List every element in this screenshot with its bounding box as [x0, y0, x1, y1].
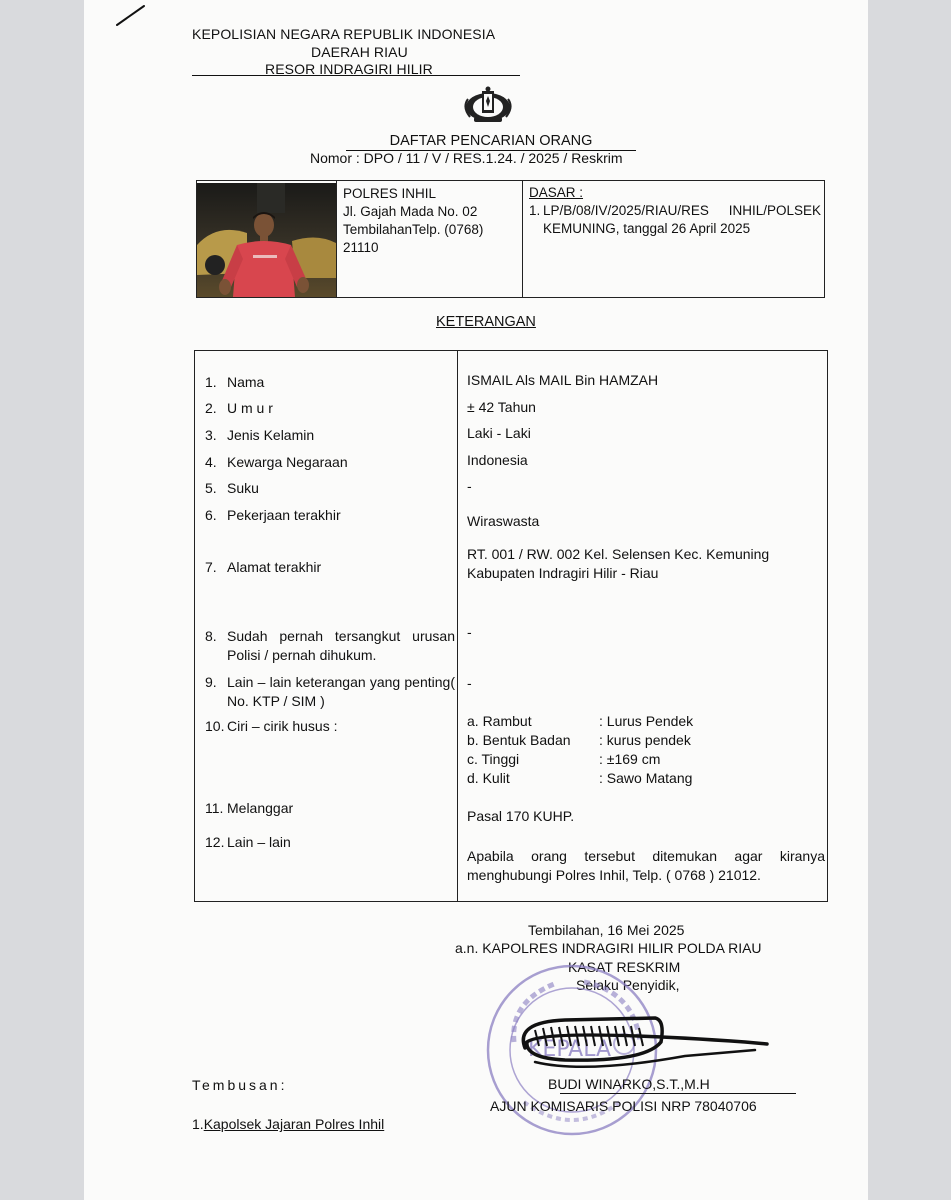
tembusan-label: Tembusan:: [192, 1077, 288, 1093]
field-value-suku: -: [467, 478, 472, 494]
ciri-list: [467, 712, 825, 788]
suspect-photo: [197, 183, 336, 297]
info-box: [196, 180, 825, 298]
field-value-riwayat: -: [467, 624, 472, 640]
field-value-nama: ISMAIL Als MAIL Bin HAMZAH: [467, 372, 659, 388]
field-name: Lain – lain: [227, 834, 291, 850]
field-number: 1.: [205, 374, 217, 390]
tembusan-item-text: Kapolsek Jajaran Polres Inhil: [203, 1116, 385, 1132]
ciri-item: [467, 731, 825, 750]
field-name: U m u r: [227, 400, 273, 416]
signer-rank: AJUN KOMISARIS POLISI NRP 78040706: [490, 1098, 757, 1114]
signer-name: BUDI WINARKO,S.T.,M.H: [548, 1076, 710, 1092]
ciri-value: : ±169 cm: [599, 751, 661, 767]
field-name: Alamat terakhir: [227, 559, 322, 575]
field-label: [205, 627, 455, 665]
field-value-keterangan-lain: -: [467, 675, 472, 691]
field-name: Nama: [227, 374, 265, 390]
field-label: [205, 506, 455, 525]
dasar-text: LP/B/08/IV/2025/RIAU/RES INHIL/POLSEK KEMUNING, tanggal 26 April 2025: [543, 203, 821, 236]
dasar-section: [529, 184, 821, 238]
tembusan-item-number: 1.: [192, 1116, 204, 1132]
pen-mark: [116, 4, 146, 28]
field-label: [205, 673, 455, 711]
tembusan-item: [192, 1116, 384, 1132]
field-number: 8.: [205, 628, 217, 644]
field-value-jenis-kelamin: Laki - Laki: [467, 425, 531, 441]
ciri-value: : kurus pendek: [599, 732, 691, 748]
field-name: Pekerjaan terakhir: [227, 507, 341, 523]
polres-street: Jl. Gajah Mada No. 02: [343, 204, 478, 219]
field-name: Suku: [227, 480, 259, 496]
field-label: [205, 453, 455, 472]
ciri-item: [467, 769, 825, 788]
dasar-number: 1.: [529, 203, 541, 218]
field-number: 7.: [205, 559, 217, 575]
sign-place-date: Tembilahan, 16 Mei 2025: [528, 922, 685, 938]
field-number: 2.: [205, 400, 217, 416]
field-number: 3.: [205, 427, 217, 443]
field-number: 5.: [205, 480, 217, 496]
field-number: 9.: [205, 674, 217, 690]
police-crest-logo: [458, 85, 518, 125]
ciri-item: [467, 712, 825, 731]
field-value-umur: ± 42 Tahun: [467, 399, 536, 415]
title-block: [310, 133, 672, 151]
polres-city-phone: TembilahanTelp. (0768): [343, 222, 484, 237]
box-divider: [336, 181, 337, 297]
field-label: [205, 426, 455, 445]
field-number: 4.: [205, 454, 217, 470]
field-number: 11.: [205, 800, 224, 816]
polres-phone-rest: 21110: [343, 240, 379, 255]
ciri-key: c. Tinggi: [467, 751, 520, 767]
field-value-melanggar: Pasal 170 KUHP.: [467, 808, 575, 824]
field-name: Ciri – cirik husus :: [227, 718, 338, 734]
header-region: DAERAH RIAU: [311, 44, 408, 60]
ciri-item: [467, 750, 825, 769]
field-name: Sudah pernah tersangkut urusan Polisi / pernah dihukum.: [227, 628, 455, 663]
field-value-lain-lain: Apabila orang tersebut ditemukan agar kiranya menghubungi Polres Inhil, Telp. ( 0768 ) 21012.: [467, 848, 825, 883]
field-label: [205, 558, 455, 577]
keterangan-table: [194, 350, 828, 902]
field-label: [205, 833, 455, 852]
document-number: Nomor : DPO / 11 / V / RES.1.24. / 2025 / Reskrim: [310, 150, 623, 166]
document-title: DAFTAR PENCARIAN ORANG: [389, 133, 593, 149]
field-name: Jenis Kelamin: [227, 427, 315, 443]
sign-position: KASAT RESKRIM: [568, 959, 681, 975]
field-number: 6.: [205, 507, 217, 523]
polres-address: [343, 185, 519, 257]
field-label: [205, 799, 455, 818]
field-label: [205, 717, 455, 736]
field-name: Kewarga Negaraan: [227, 454, 348, 470]
field-number: 12.: [205, 834, 225, 850]
header-institution: KEPOLISIAN NEGARA REPUBLIK INDONESIA: [192, 26, 496, 42]
ciri-key: d. Kulit: [467, 770, 510, 786]
stamp-text: KEPALA: [528, 1037, 612, 1062]
sign-on-behalf: a.n. KAPOLRES INDRAGIRI HILIR POLDA RIAU: [455, 940, 762, 956]
header-resort: RESOR INDRAGIRI HILIR: [265, 61, 433, 77]
signature-underline: [560, 1093, 796, 1094]
keterangan-title: KETERANGAN: [436, 314, 536, 330]
field-value-pekerjaan: Wiraswasta: [467, 513, 540, 529]
polres-name: POLRES INHIL: [343, 186, 437, 201]
field-name: Melanggar: [227, 800, 294, 816]
field-value-alamat: RT. 001 / RW. 002 Kel. Selensen Kec. Kemuning Kabupaten Indragiri Hilir - Riau: [467, 546, 770, 581]
field-label: [205, 399, 455, 418]
box-divider: [522, 181, 523, 297]
field-label: [205, 373, 455, 392]
field-name: Lain – lain keterangan yang penting( No. KTP / SIM ): [227, 674, 455, 709]
ciri-key: a. Rambut: [467, 713, 532, 729]
ciri-value: : Sawo Matang: [599, 770, 693, 786]
ciri-value: : Lurus Pendek: [599, 713, 694, 729]
dasar-heading: DASAR :: [529, 185, 584, 200]
field-number: 10.: [205, 718, 225, 734]
header-underline: [192, 75, 520, 76]
sign-role: Selaku Penyidik,: [576, 977, 680, 993]
dasar-item: [529, 202, 821, 238]
field-value-kewarganegaraan: Indonesia: [467, 452, 528, 468]
ciri-key: b. Bentuk Badan: [467, 732, 571, 748]
table-divider: [457, 351, 458, 901]
field-label: [205, 479, 455, 498]
